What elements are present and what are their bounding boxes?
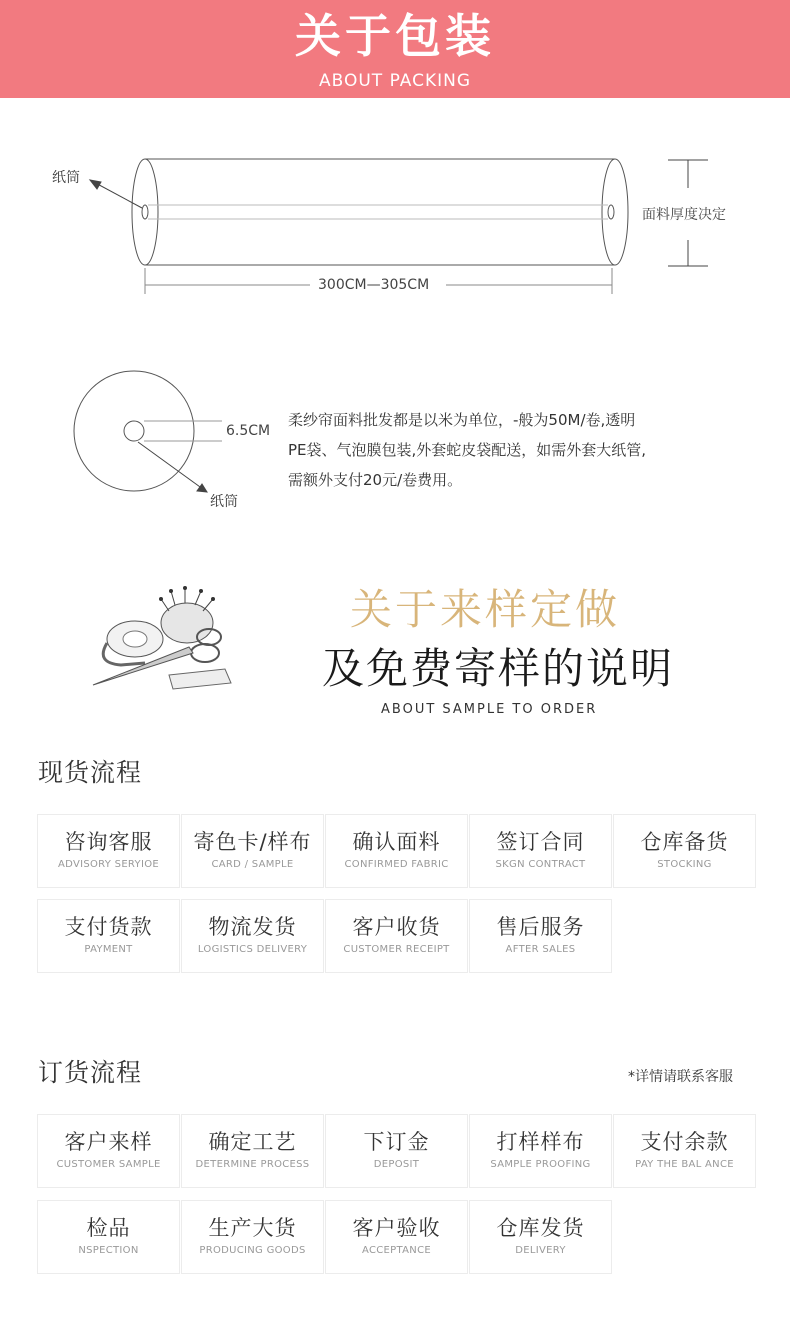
step-subtitle: DELIVERY — [515, 1245, 566, 1256]
step-subtitle: ADVISORY SERYIOE — [58, 859, 159, 870]
tube-label: 纸筒 — [52, 170, 80, 186]
step-title: 仓库发货 — [496, 1216, 585, 1240]
order-step — [37, 1114, 180, 1188]
description-line: 需额外支付20元/卷费用。 — [288, 471, 463, 489]
step-title: 物流发货 — [208, 915, 297, 939]
order-step — [469, 1200, 612, 1274]
order-step — [325, 1200, 468, 1274]
step-title: 确定工艺 — [208, 1130, 297, 1154]
header-subtitle: ABOUT PACKING — [318, 71, 472, 91]
step-title: 售后服务 — [496, 915, 585, 939]
step-subtitle: DEPOSIT — [373, 1159, 420, 1170]
order-step — [325, 1114, 468, 1188]
stock-step — [37, 899, 180, 973]
sample-heading-line1: 关于来样定做 — [350, 585, 621, 634]
step-title: 下订金 — [363, 1130, 430, 1154]
stock-step — [469, 814, 612, 888]
step-subtitle: ACCEPTANCE — [362, 1245, 431, 1256]
description-line: PE袋、气泡膜包装,外套蛇皮袋配送，如需外套大纸管, — [288, 441, 647, 459]
step-subtitle: SAMPLE PROOFING — [490, 1159, 591, 1170]
step-subtitle: AFTER SALES — [505, 944, 576, 955]
step-title: 客户来样 — [64, 1130, 153, 1154]
stock-step — [469, 899, 612, 973]
order-step — [181, 1200, 324, 1274]
header-title: 关于包装 — [295, 9, 495, 63]
step-subtitle: CUSTOMER RECEIPT — [343, 944, 450, 955]
order-step — [613, 1114, 756, 1188]
order-step — [37, 1200, 180, 1274]
step-subtitle: CUSTOMER SAMPLE — [56, 1159, 161, 1170]
step-title: 仓库备货 — [640, 830, 729, 854]
roll-drawing — [74, 371, 222, 491]
fabric-tube-drawing — [132, 159, 628, 265]
sewing-tools-illustration — [85, 585, 245, 695]
step-subtitle: SKGN CONTRACT — [495, 859, 586, 870]
stock-step — [181, 899, 324, 973]
stock-step — [325, 899, 468, 973]
step-title: 支付货款 — [64, 915, 153, 939]
diameter-label: 6.5CM — [226, 423, 271, 439]
length-label: 300CM—305CM — [318, 277, 430, 293]
order-step — [181, 1114, 324, 1188]
step-title: 确认面料 — [352, 830, 441, 854]
step-subtitle: PAY THE BAL ANCE — [635, 1159, 734, 1170]
sample-heading-english: ABOUT SAMPLE TO ORDER — [381, 702, 598, 717]
step-title: 客户收货 — [352, 915, 441, 939]
step-title: 检品 — [86, 1216, 131, 1240]
step-subtitle: PAYMENT — [84, 944, 133, 955]
step-subtitle: STOCKING — [657, 859, 712, 870]
step-title: 客户验收 — [352, 1216, 441, 1240]
sample-heading-line2: 及免费寄样的说明 — [322, 644, 675, 693]
header-banner — [0, 0, 790, 98]
step-subtitle: CONFIRMED FABRIC — [344, 859, 449, 870]
description-line: 柔纱帘面料批发都是以米为单位，-般为50M/卷,透明 — [288, 411, 636, 429]
step-subtitle: PRODUCING GOODS — [199, 1245, 306, 1256]
packing-description — [288, 405, 708, 495]
stock-step — [325, 814, 468, 888]
step-title: 签订合同 — [496, 830, 585, 854]
order-process-title: 订货流程 — [38, 1058, 143, 1087]
step-title: 支付余款 — [640, 1130, 729, 1154]
order-step — [469, 1114, 612, 1188]
step-title: 寄色卡/样布 — [193, 830, 312, 854]
step-subtitle: DETERMINE PROCESS — [195, 1159, 310, 1170]
thickness-label: 面料厚度决定 — [642, 207, 726, 223]
step-title: 咨询客服 — [64, 830, 153, 854]
stock-step — [613, 814, 756, 888]
stock-step — [181, 814, 324, 888]
stock-process-title: 现货流程 — [38, 758, 143, 787]
stock-step — [37, 814, 180, 888]
step-subtitle: LOGISTICS DELIVERY — [197, 944, 308, 955]
step-title: 打样样布 — [496, 1130, 585, 1154]
step-subtitle: CARD / SAMPLE — [211, 859, 294, 870]
contact-note: *详情请联系客服 — [628, 1069, 733, 1085]
step-subtitle: NSPECTION — [78, 1245, 139, 1256]
step-title: 生产大货 — [208, 1216, 297, 1240]
roll-tube-label: 纸筒 — [210, 494, 238, 510]
roll-arrow — [138, 442, 207, 492]
